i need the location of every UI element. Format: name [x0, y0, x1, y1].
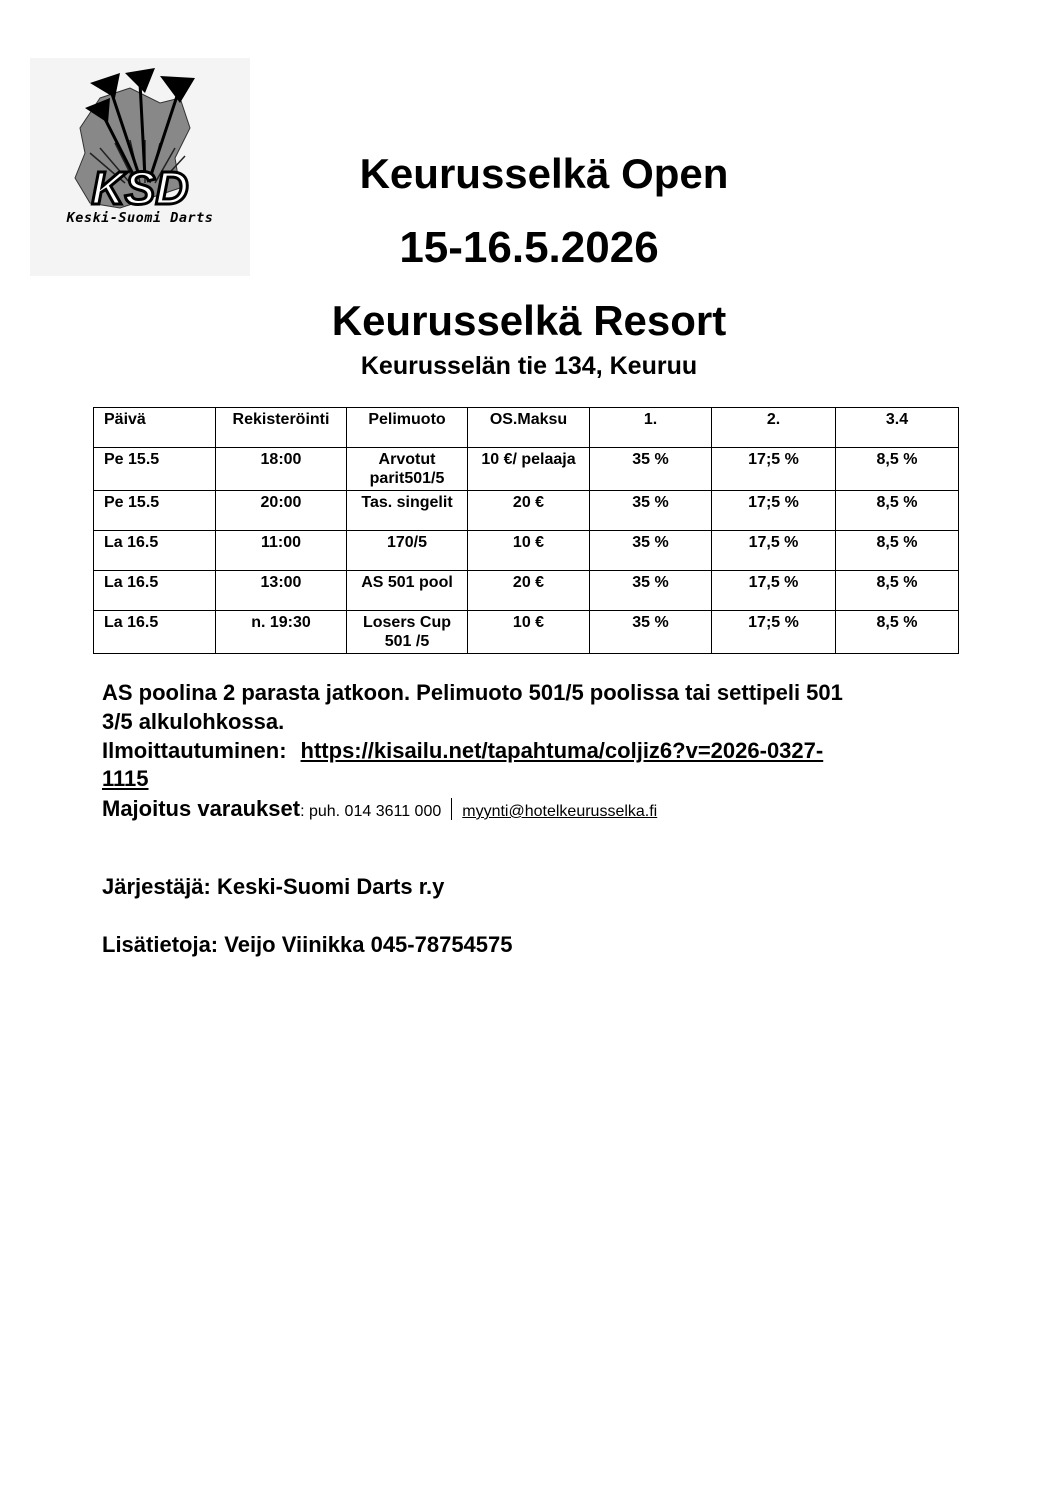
organizer: Järjestäjä: Keski-Suomi Darts r.y: [102, 874, 445, 899]
ksd-logo-lettering: KSD: [91, 162, 189, 214]
cell-second: 17,5 %: [712, 571, 836, 611]
table-row: [94, 531, 959, 571]
cell-format: AS 501 pool: [347, 571, 468, 611]
cell-third: 8,5 %: [836, 448, 959, 491]
registration-link-continued[interactable]: 1115: [102, 766, 149, 791]
table-header-row: [94, 408, 959, 448]
accommodation-phone: : puh. 014 3611 000: [300, 803, 442, 820]
registration-label: Ilmoittautuminen:: [102, 738, 287, 763]
header-format: Pelimuoto: [347, 408, 468, 448]
cell-third: 8,5 %: [836, 611, 959, 654]
registration-link[interactable]: https://kisailu.net/tapahtuma/coljiz6?v=2026-0327-: [300, 738, 824, 763]
pool-rules-line-1: AS poolina 2 parasta jatkoon. Pelimuoto 501/5 poolissa tai settipeli 501: [102, 680, 843, 705]
cell-third: 8,5 %: [836, 531, 959, 571]
cell-fee: 20 €: [468, 491, 590, 531]
accommodation-email-link[interactable]: myynti@hotelkeurusselka.fi: [462, 803, 658, 820]
cell-registration: 18:00: [216, 448, 347, 491]
cell-registration: n. 19:30: [216, 611, 347, 654]
venue-address: Keurusselän tie 134, Keuruu: [360, 352, 698, 380]
cell-day: Pe 15.5: [94, 448, 216, 491]
cell-format: Arvotut parit501/5: [347, 448, 468, 491]
venue-name: Keurusselkä Resort: [331, 297, 727, 344]
cell-third: 8,5 %: [836, 491, 959, 531]
cell-format: Tas. singelit: [347, 491, 468, 531]
cell-format: Losers Cup 501 /5: [347, 611, 468, 654]
logo-caption: Keski-Suomi Darts: [66, 210, 214, 226]
cell-second: 17;5 %: [712, 491, 836, 531]
cell-third: 8,5 %: [836, 571, 959, 611]
cell-fee: 10 €/ pelaaja: [468, 448, 590, 491]
cell-fee: 20 €: [468, 571, 590, 611]
pool-rules: [102, 678, 843, 736]
cell-day: La 16.5: [94, 571, 216, 611]
cell-first: 35 %: [590, 571, 712, 611]
event-title: Keurusselkä Open: [359, 150, 729, 197]
cell-format: 170/5: [347, 531, 468, 571]
table-row: [94, 448, 959, 491]
cell-registration: 20:00: [216, 491, 347, 531]
accommodation-label: Majoitus varaukset: [102, 796, 301, 821]
cell-second: 17;5 %: [712, 611, 836, 654]
table-row: [94, 571, 959, 611]
event-dates: 15-16.5.2026: [399, 223, 659, 272]
header-registration: Rekisteröinti: [216, 408, 347, 448]
cell-fee: 10 €: [468, 531, 590, 571]
header-fee: OS.Maksu: [468, 408, 590, 448]
header-third: 3.4: [836, 408, 959, 448]
schedule-table: [93, 407, 959, 654]
cell-second: 17,5 %: [712, 531, 836, 571]
cell-first: 35 %: [590, 491, 712, 531]
table-row: [94, 611, 959, 654]
registration-line: [102, 736, 823, 765]
cell-registration: 11:00: [216, 531, 347, 571]
cell-fee: 10 €: [468, 611, 590, 654]
cell-second: 17;5 %: [712, 448, 836, 491]
pool-rules-line-2: 3/5 alkulohkossa.: [102, 709, 285, 734]
cell-day: La 16.5: [94, 531, 216, 571]
header-day: Päivä: [94, 408, 216, 448]
header-first: 1.: [590, 408, 712, 448]
cell-first: 35 %: [590, 611, 712, 654]
cell-first: 35 %: [590, 531, 712, 571]
cell-day: Pe 15.5: [94, 491, 216, 531]
accommodation-line: [102, 794, 657, 826]
cell-day: La 16.5: [94, 611, 216, 654]
cell-first: 35 %: [590, 448, 712, 491]
separator: [451, 798, 452, 820]
table-row: [94, 491, 959, 531]
contact-info: Lisätietoja: Veijo Viinikka 045-78754575: [102, 932, 513, 957]
header-second: 2.: [712, 408, 836, 448]
cell-registration: 13:00: [216, 571, 347, 611]
